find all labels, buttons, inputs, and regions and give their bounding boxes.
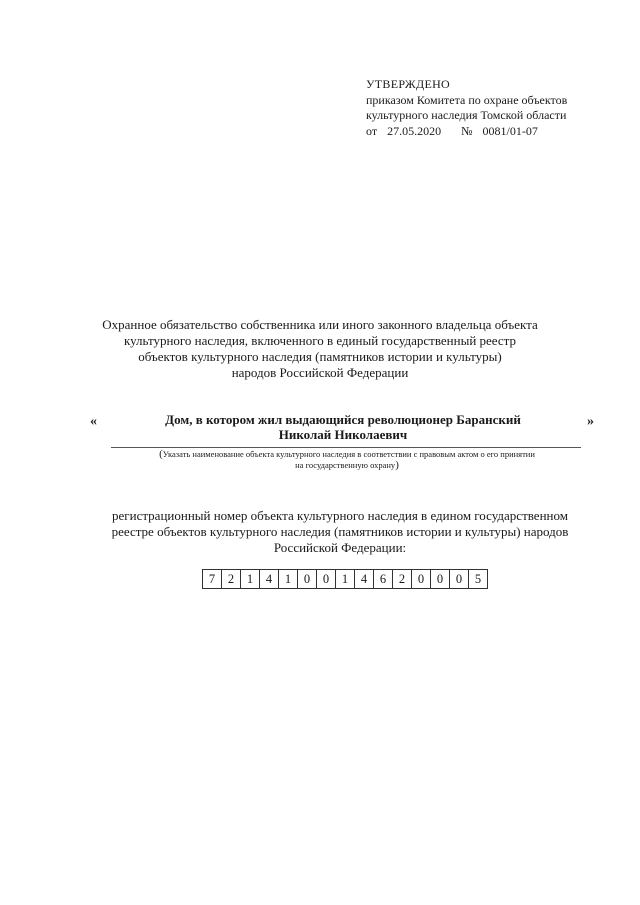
object-name-line: Дом, в котором жил выдающийся революционер Баранский	[165, 412, 521, 427]
approval-date-line	[366, 124, 606, 140]
approval-title: УТВЕРЖДЕНО	[366, 77, 451, 91]
registration-digit-cell: 4	[260, 569, 279, 589]
hint-paren-close: )	[395, 459, 399, 471]
approval-number-sign: №	[461, 123, 473, 138]
registration-label-line: Российской Федерации:	[273, 540, 407, 555]
hint-line-1	[110, 449, 584, 460]
document-title-line: народов Российской Федерации	[231, 365, 409, 380]
object-name	[110, 412, 576, 442]
registration-digit-cell: 0	[431, 569, 450, 589]
registration-label-line: реестре объектов культурного наследия (памятников истории и культуры) народов	[111, 524, 569, 539]
document-title	[80, 317, 560, 381]
registration-label-line: регистрационный номер объекта культурного наследия в едином государственном	[112, 508, 568, 523]
object-name-line: Николай Николаевич	[278, 427, 408, 442]
document-title-line: Охранное обязательство собственника или иного законного владельца объекта	[102, 317, 538, 332]
hint-paren-open: (	[159, 448, 163, 460]
approval-date-prefix: от	[366, 123, 378, 138]
approval-date: 27.05.2020	[387, 123, 442, 138]
hint-line-2	[110, 460, 584, 471]
registration-digit-cell: 2	[393, 569, 412, 589]
object-name-underline	[111, 447, 581, 448]
registration-digit-cell: 2	[222, 569, 241, 589]
hint-text-1: Указать наименование объекта культурного наследия в соответствии с правовым актом о его принятии	[162, 449, 535, 459]
registration-digit-cell: 0	[412, 569, 431, 589]
closing-quote: »	[587, 414, 594, 429]
opening-quote: «	[90, 414, 97, 429]
document-title-line: объектов культурного наследия (памятников истории и культуры)	[138, 349, 502, 364]
approval-order-line-2: культурного наследия Томской области	[366, 108, 567, 122]
registration-digit-cell: 1	[241, 569, 260, 589]
approval-stamp	[366, 77, 606, 139]
object-name-hint	[110, 449, 584, 471]
registration-digit-cell: 5	[469, 569, 488, 589]
registration-digit-cell: 0	[317, 569, 336, 589]
approval-order-line-1: приказом Комитета по охране объектов	[366, 92, 568, 107]
registration-digit-cell: 6	[374, 569, 393, 589]
registration-digit-cell: 7	[203, 569, 222, 589]
registration-digit-cell: 0	[450, 569, 469, 589]
registration-label	[80, 508, 600, 556]
registration-digit-cell: 1	[279, 569, 298, 589]
registration-digit-cell: 1	[336, 569, 355, 589]
registration-digit-cell: 4	[355, 569, 374, 589]
registration-number-grid	[202, 569, 488, 589]
hint-text-2: на государственную охрану	[295, 460, 396, 470]
document-title-line: культурного наследия, включенного в единый государственный реестр	[123, 333, 517, 348]
approval-number: 0081/01-07	[482, 123, 538, 138]
registration-digit-cell: 0	[298, 569, 317, 589]
